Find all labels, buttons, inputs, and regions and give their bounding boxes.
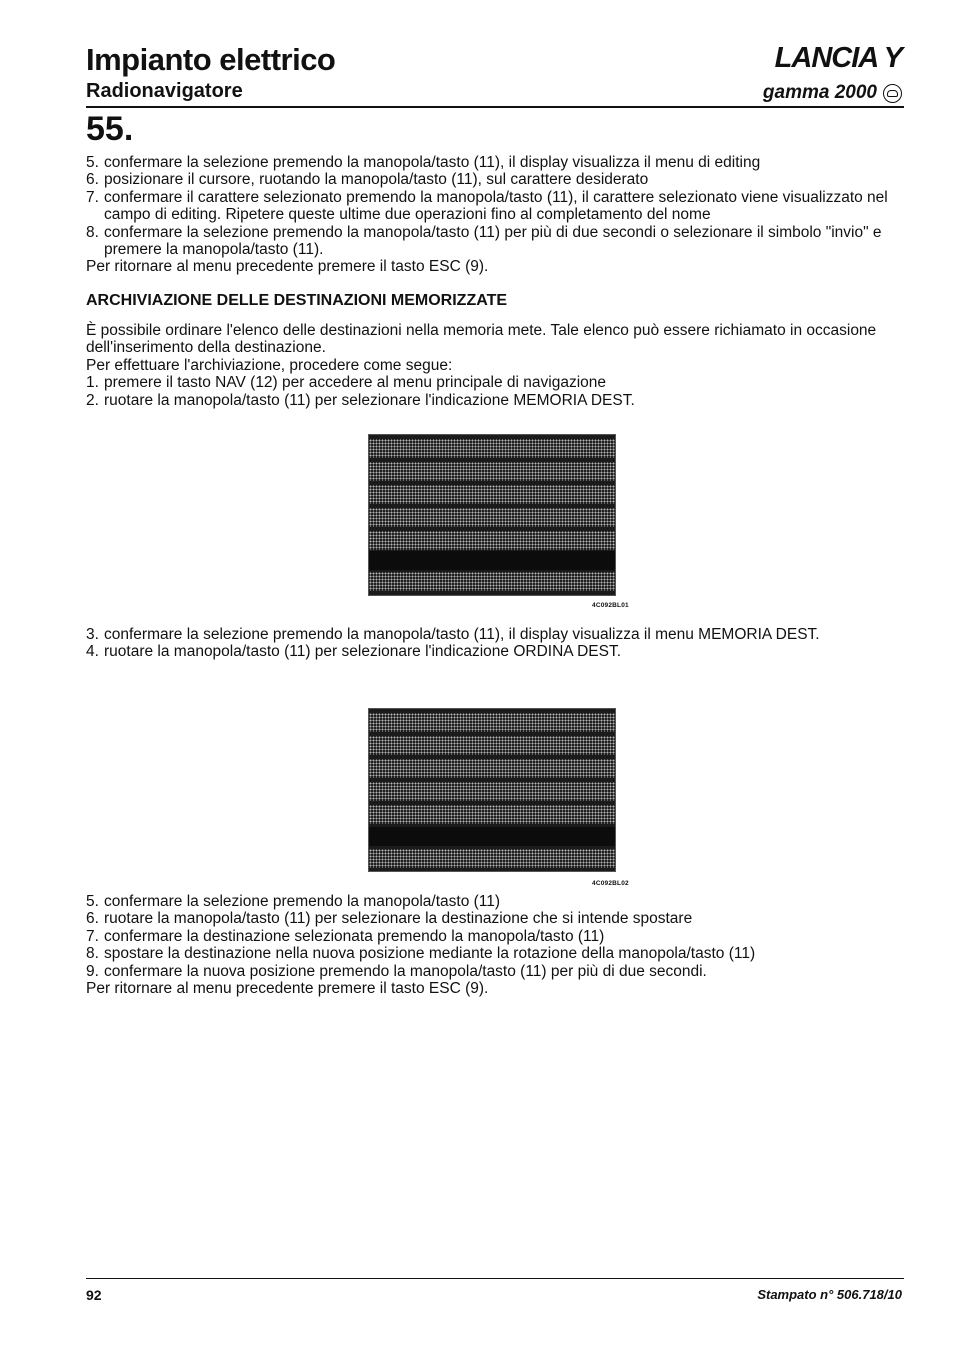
list-item — [86, 963, 904, 980]
list-text: confermare la selezione premendo la manopola/tasto (11), il display visualizza il menu MEMORIA DEST. — [104, 626, 820, 643]
header-rule — [86, 106, 904, 108]
brand-name: LANCIA Y — [774, 42, 902, 74]
figure-code: 4C092BL02 — [592, 880, 629, 887]
list-number: 7. — [86, 188, 99, 206]
car-emblem-icon — [883, 84, 902, 103]
list-text: ruotare la manopola/tasto (11) per selezionare la destinazione che si intende spostare — [104, 910, 693, 928]
return-note: Per ritornare al menu precedente premere il tasto ESC (9). — [86, 258, 489, 276]
list-number: 5. — [86, 893, 99, 910]
list-text: confermare il carattere selezionato premendo la manopola/tasto (11), il carattere selezionato viene visualizzato nel campo di editing. Ripetere queste ultime due operazioni fino al completamento del nome — [104, 188, 888, 224]
return-note: Per ritornare al menu precedente premere il tasto ESC (9). — [86, 980, 489, 998]
list-text: spostare la destinazione nella nuova posizione mediante la rotazione della manopola/tasto (11) — [104, 945, 756, 963]
section-body — [86, 322, 904, 409]
list-text: ruotare la manopola/tasto (11) per selezionare l'indicazione ORDINA DEST. — [104, 643, 622, 661]
list-item — [86, 945, 904, 962]
display-screen-figure — [368, 708, 616, 872]
list-item — [86, 154, 904, 171]
steps-b — [86, 626, 904, 661]
list-item — [86, 392, 904, 409]
list-number: 4. — [86, 643, 99, 661]
list-item — [86, 643, 904, 660]
footer-rule — [86, 1278, 904, 1279]
document-subtitle: Radionavigatore — [86, 80, 243, 102]
list-number: 6. — [86, 171, 99, 189]
list-number: 3. — [86, 626, 99, 643]
figure-code: 4C092BL01 — [592, 602, 629, 609]
list-number: 1. — [86, 374, 99, 392]
section-paragraph: È possibile ordinare l'elenco delle destinazioni nella memoria mete. Tale elenco può essere richiamato in occasione dell'inserimento della destinazione. — [86, 322, 877, 357]
display-screen-figure — [368, 434, 616, 596]
list-number: 2. — [86, 391, 99, 409]
list-number: 8. — [86, 945, 99, 963]
list-number: 8. — [86, 223, 99, 241]
list-item — [86, 893, 904, 910]
model-range — [763, 82, 902, 104]
list-text: confermare la nuova posizione premendo la manopola/tasto (11) per più di due secondi. — [104, 962, 707, 980]
list-number: 6. — [86, 910, 99, 928]
list-item — [86, 910, 904, 927]
list-item — [86, 171, 904, 188]
list-text: ruotare la manopola/tasto (11) per selezionare l'indicazione MEMORIA DEST. — [104, 391, 635, 409]
list-text: premere il tasto NAV (12) per accedere al menu principale di navigazione — [104, 374, 607, 392]
steps-c — [86, 893, 904, 997]
list-item — [86, 626, 904, 643]
page-number: 92 — [86, 1287, 102, 1303]
list-number: 9. — [86, 962, 99, 980]
intro-steps — [86, 154, 904, 276]
section-number: 55. — [86, 110, 134, 148]
list-text: posizionare il cursore, ruotando la manopola/tasto (11), sul carattere desiderato — [104, 171, 649, 189]
list-item — [86, 928, 904, 945]
list-number: 5. — [86, 154, 99, 171]
list-text: confermare la selezione premendo la manopola/tasto (11) per più di due secondi o selezionare il simbolo "invio" e premere la manopola/tasto (11). — [104, 223, 882, 259]
section-paragraph-procedure: Per effettuare l'archiviazione, procedere come segue: — [86, 356, 453, 374]
print-reference: Stampato n° 506.718/10 — [757, 1287, 902, 1302]
list-item — [86, 224, 904, 259]
list-item — [86, 189, 904, 224]
list-text: confermare la selezione premendo la manopola/tasto (11), il display visualizza il menu di editing — [104, 154, 761, 171]
model-range-label: gamma 2000 — [762, 82, 877, 103]
list-text: confermare la destinazione selezionata premendo la manopola/tasto (11) — [104, 927, 605, 945]
section-heading: ARCHIVIAZIONE DELLE DESTINAZIONI MEMORIZZATE — [86, 292, 508, 309]
list-number: 7. — [86, 927, 99, 945]
list-text: confermare la selezione premendo la manopola/tasto (11) — [104, 893, 501, 910]
document-title: Impianto elettrico — [86, 42, 336, 77]
list-item — [86, 374, 904, 391]
